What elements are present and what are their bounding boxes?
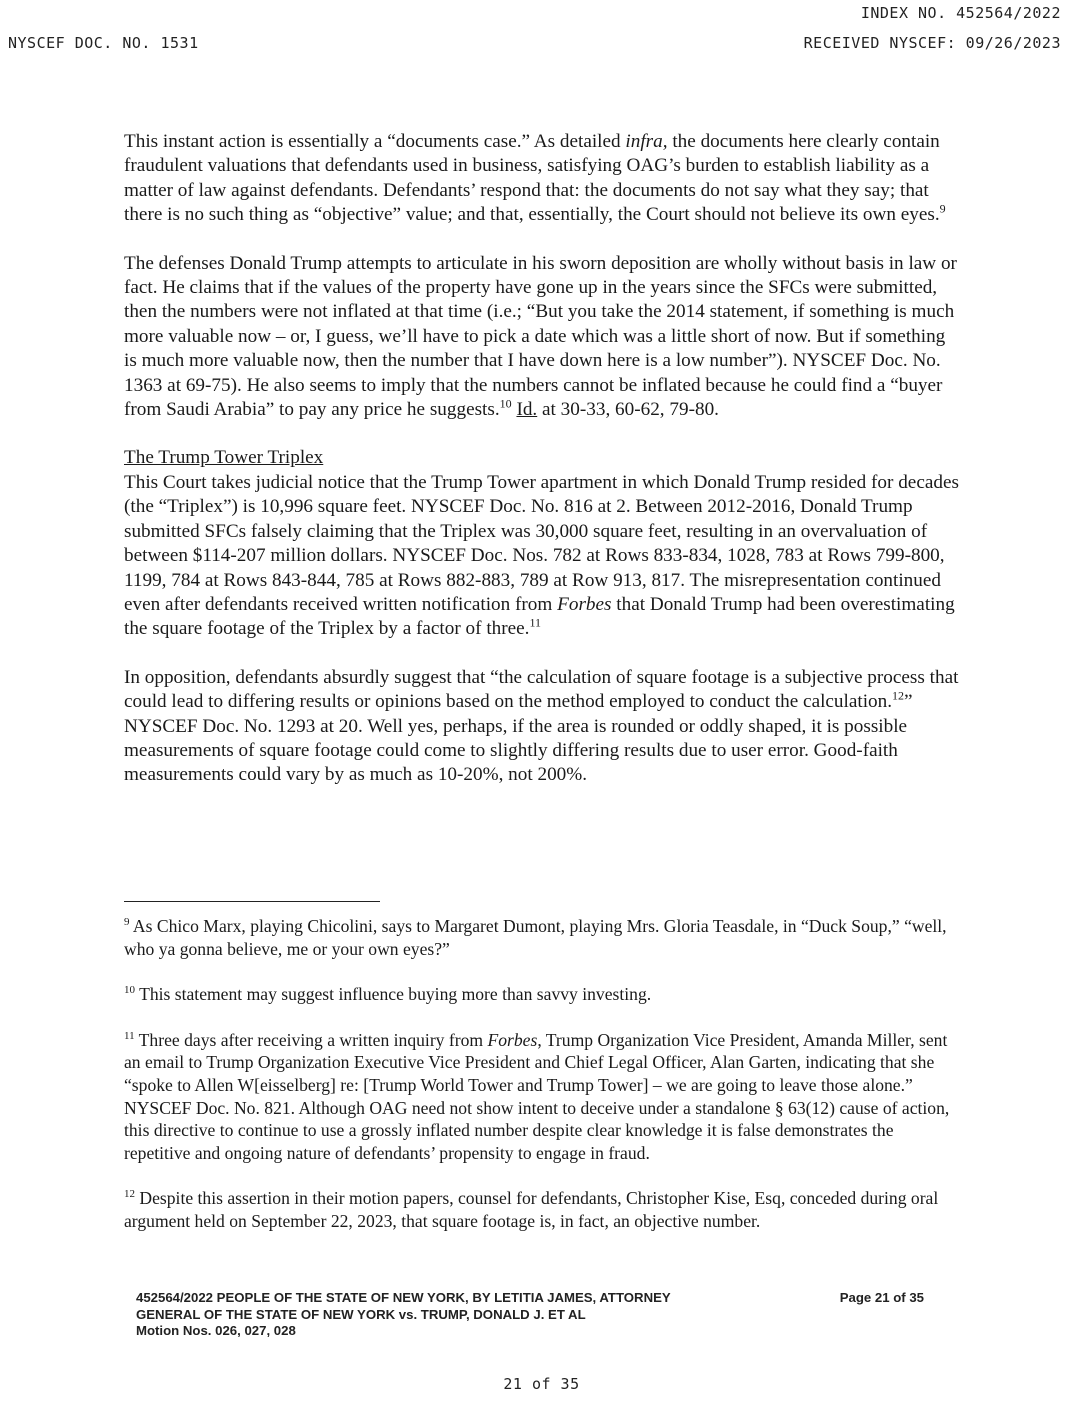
footnote-10: $^{10}$ This statement may suggest influence buying more than savvy investing. [124,984,652,1005]
case-footer [136,1290,936,1340]
index-number: INDEX NO. 452564/2022 [860,4,1061,22]
footnote-ref-12[interactable]: 12 [892,688,905,703]
paragraph-documents-case: This instant action is essentially a “documents case.” As detailed infra, the documents here clearly contain fraudulent valuations that defendants used in business, satisfying OAG’s burden to establish liability as a matter of law against defendants. Defendants’ respond that: the documents do not say what they say; that there is no such thing as “objective” value; and that, essentially, the Court should not believe its own eyes.$^9$ [124,131,946,226]
footnote-ref-9[interactable]: 9 [939,201,946,216]
footnote-9: $^9$ As Chico Marx, playing Chicolini, says to Margaret Dumont, playing Mrs. Gloria Teasdale, in “Duck Soup,” “well, who ya gonna believe, me or your own eyes?” [124,916,947,959]
paragraph-opposition: In opposition, defendants absurdly suggest that “the calculation of square footage is a subjective process that could lead to differing results or opinions based on the method employed to conduct the calculation.$^{12}$” NYSCEF Doc. No. 1293 at 20. Well yes, perhaps, if the area is rounded or oddly shaped, it is possible measurements of square footage could come to slightly differing results due to user error. Good-faith measurements could vary by as much as 10-20%, not 200%. [124,666,959,786]
received-date: RECEIVED NYSCEF: 09/26/2023 [803,34,1061,52]
nyscef-doc-number: NYSCEF DOC. NO. 1531 [8,34,199,52]
footnote-ref-10[interactable]: 10 [499,396,512,411]
bottom-page-number: 21 of 35 [503,1375,580,1393]
paragraph-triplex: The Trump Tower Triplex This Court takes judicial notice that the Trump Tower apartment in which Donald Trump resided for decades (the “Triplex”) is 10,996 square feet. NYSCEF Doc. No. 816 at 2. Between 2012-2016, Donald Trump submitted SFCs falsely claiming that the Triplex was 30,000 square feet, resulting in an overvaluation of between $114-207 million dollars. NYSCEF Doc. Nos. 782 at Rows 833-834, 1028, 783 at Rows 799-800, 1199, 784 at Rows 843-844, 785 at Rows 882-883, 789 at Row 913, 817. The misrepresentation continued even after defendants received written notification from Forbes that Donald Trump had been overestimating the square footage of the Triplex by a factor of three.$^{11}$ [124,447,959,640]
case-caption: 452564/2022 PEOPLE OF THE STATE OF NEW YORK, BY LETITIA JAMES, ATTORNEY GENERAL OF THE STATE OF NEW YORK vs. TRUMP, DONALD J. ET AL Motion Nos. 026, 027, 028 [136,1290,671,1338]
footnote-12: $^{12}$ Despite this assertion in their motion papers, counsel for defendants, Christopher Kise, Esq, conceded during oral argument held on September 22, 2023, that square footage is, in fact, an objective number. [124,1188,939,1231]
paragraph-deposition-defenses: The defenses Donald Trump attempts to articulate in his sworn deposition are wholly without basis in law or fact. He claims that if the values of the property have gone up in the years since the SFCs were submitted, then the numbers were not inflated at that time (i.e.; “But you take the 2014 statement, if something is much more valuable now – or, I guess, we’ll have to pick a date which was a little short of now. But if something is much more valuable now, then the number that I have down here is a low number”). NYSCEF Doc. No. 1363 at 69-75). He also seems to imply that the numbers cannot be inflated because he could find a “buyer from Saudi Arabia” to pay any price he suggests.$^{10}$ Id. at 30-33, 60-62, 79-80. [124,252,957,421]
footnote-ref-11[interactable]: 11 [529,615,542,630]
footnotes [124,915,960,1256]
footnote-11: $^{11}$ Three days after receiving a written inquiry from Forbes, Trump Organization Vice President, Amanda Miller, sent an email to Trump Organization Executive Vice President and Chief Legal Officer, Alan Garten, indicating that she “spoke to Allen W[eisselberg] re: [Trump World Tower and Trump Tower] – we are going to leave those alone.” NYSCEF Doc. No. 821. Although OAG need not show intent to deceive under a standalone § 63(12) cause of action, this directive to continue to use a grossly inflated number despite clear knowledge it is false demonstrates the repetitive and ongoing nature of defendants’ propensity to engage in fraud. [124,1029,950,1163]
opinion-body [124,130,960,812]
footnote-divider [124,901,380,902]
page-indicator: Page 21 of 35 [839,1290,924,1305]
section-heading-triplex: The Trump Tower Triplex [124,447,324,469]
